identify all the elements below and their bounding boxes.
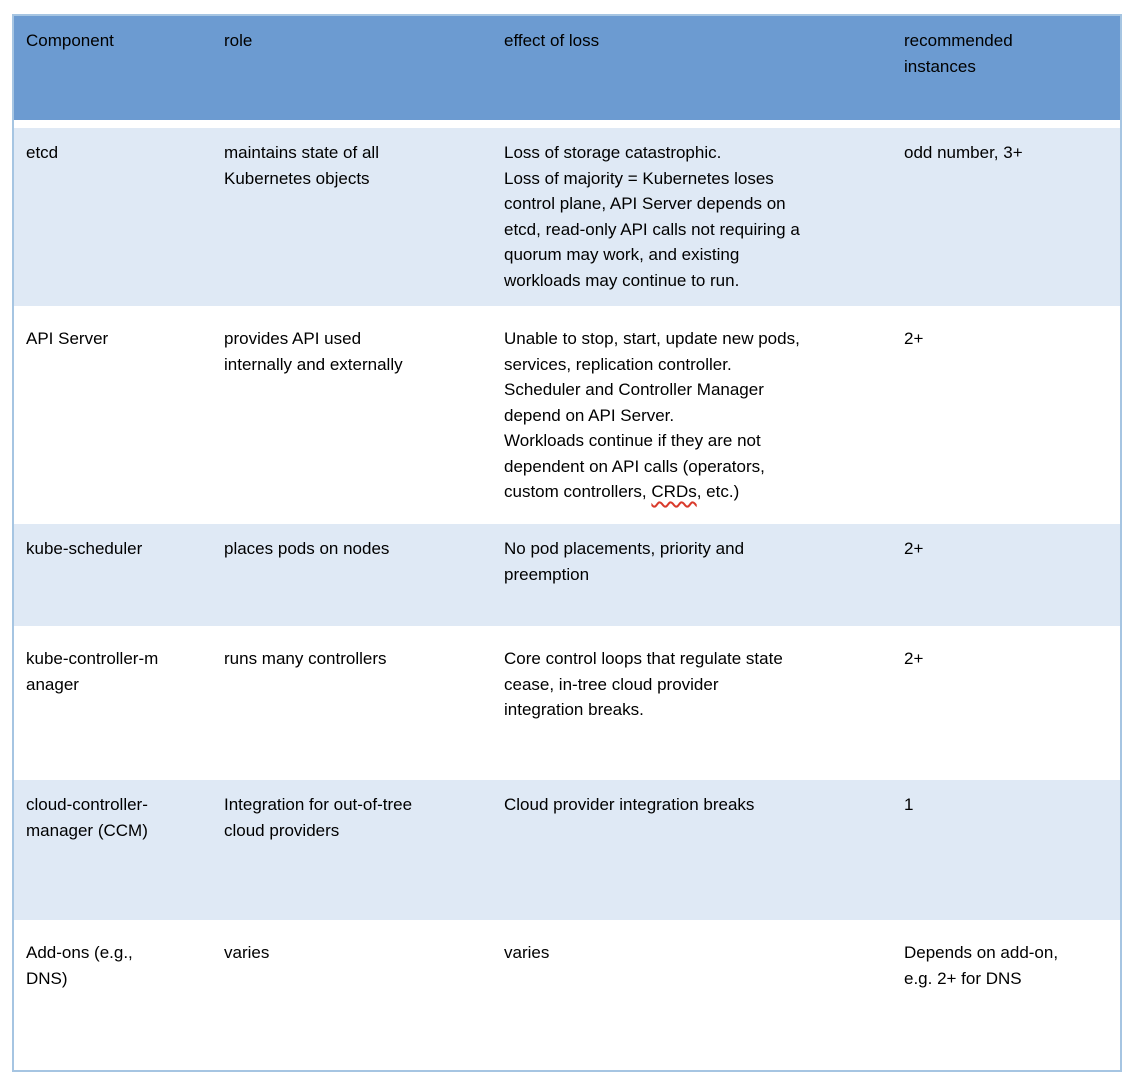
- text-line: Workloads continue if they are not: [504, 431, 761, 450]
- text-line: effect of loss: [504, 31, 600, 50]
- text-line: control plane, API Server depends on: [504, 194, 786, 213]
- text-line: 2+: [904, 649, 924, 668]
- cell-effect-of-loss: [492, 314, 892, 516]
- table-row-etcd: [14, 128, 1120, 306]
- text-segment: , etc.): [696, 482, 740, 501]
- text-line: Integration for out-of-tree: [224, 795, 413, 814]
- cell-recommended-instances: [892, 314, 1120, 516]
- text-line: preemption: [504, 564, 590, 584]
- cell-effect-of-loss: [492, 634, 892, 772]
- cell-effect-of-loss: [492, 928, 892, 1070]
- text-line: depend on API Server.: [504, 405, 675, 425]
- text-line: odd number, 3+: [904, 143, 1023, 162]
- header-cell-effect-of-loss: [492, 16, 892, 120]
- spellcheck-underlined-word: CRDs: [651, 482, 697, 501]
- cell-component: [14, 128, 212, 306]
- text-line: anager: [26, 674, 79, 694]
- cell-recommended-instances: [892, 780, 1120, 920]
- header-cell-role: [212, 16, 492, 120]
- text-line: integration breaks.: [504, 700, 644, 719]
- text-line: kube-controller-m: [26, 649, 159, 668]
- text-line: Loss of majority = Kubernetes loses: [504, 168, 774, 188]
- text-line: internally and externally: [224, 354, 403, 374]
- text-line: varies: [504, 943, 550, 962]
- cell-recommended-instances: [892, 524, 1120, 626]
- cell-role: [212, 634, 492, 772]
- text-line: services, replication controller.: [504, 354, 732, 374]
- text-line: maintains state of all: [224, 143, 379, 162]
- text-line: workloads may continue to run.: [504, 270, 740, 290]
- table-row-api-server: [14, 314, 1120, 516]
- text-line: provides API used: [224, 329, 362, 348]
- cell-component: [14, 524, 212, 626]
- text-line: recommended: [904, 31, 1013, 50]
- text-line: runs many controllers: [224, 649, 387, 668]
- cell-role: [212, 928, 492, 1070]
- table-header-row: [14, 16, 1120, 120]
- cell-effect-of-loss: [492, 780, 892, 920]
- text-line: etcd, read-only API calls not requiring a: [504, 219, 800, 239]
- text-line: Cloud provider integration breaks: [504, 795, 755, 814]
- text-line: role: [224, 31, 253, 50]
- cell-recommended-instances: [892, 928, 1120, 1070]
- cell-recommended-instances: [892, 128, 1120, 306]
- table-row-kube-scheduler: [14, 524, 1120, 626]
- text-line: cloud providers: [224, 820, 340, 840]
- cell-component: [14, 780, 212, 920]
- cell-effect-of-loss: [492, 524, 892, 626]
- text-line: Scheduler and Controller Manager: [504, 380, 764, 399]
- text-line: cease, in-tree cloud provider: [504, 674, 719, 694]
- text-line: 2+: [904, 329, 924, 348]
- text-line: 1: [904, 795, 914, 814]
- text-line: manager (CCM): [26, 820, 148, 840]
- text-line: places pods on nodes: [224, 539, 390, 558]
- component-table: [12, 14, 1122, 1072]
- cell-role: [212, 780, 492, 920]
- text-line: Kubernetes objects: [224, 168, 370, 188]
- text-line: Add-ons (e.g.,: [26, 943, 133, 962]
- text-line: API Server: [26, 329, 109, 348]
- text-line-with-spellcheck: [504, 479, 882, 505]
- cell-component: [14, 928, 212, 1070]
- text-line: DNS): [26, 968, 68, 988]
- text-line: Component: [26, 31, 114, 50]
- cell-role: [212, 128, 492, 306]
- text-line: varies: [224, 943, 270, 962]
- table-row-kube-controller-manager: [14, 634, 1120, 772]
- text-line: etcd: [26, 143, 59, 162]
- table-row-add-ons: [14, 928, 1120, 1070]
- text-line: Loss of storage catastrophic.: [504, 143, 722, 162]
- text-line: dependent on API calls (operators,: [504, 456, 765, 476]
- header-cell-component: [14, 16, 212, 120]
- text-line: 2+: [904, 539, 924, 558]
- text-line: kube-scheduler: [26, 539, 143, 558]
- text-line: No pod placements, priority and: [504, 539, 745, 558]
- text-line: Unable to stop, start, update new pods,: [504, 329, 800, 348]
- cell-effect-of-loss: [492, 128, 892, 306]
- cell-component: [14, 314, 212, 516]
- cell-role: [212, 314, 492, 516]
- text-line: quorum may work, and existing: [504, 245, 740, 264]
- table-row-cloud-controller-manager: [14, 780, 1120, 920]
- text-line: e.g. 2+ for DNS: [904, 968, 1022, 988]
- text-line: Core control loops that regulate state: [504, 649, 783, 668]
- text-segment: custom controllers,: [504, 482, 652, 501]
- text-line: cloud-controller-: [26, 795, 148, 814]
- header-cell-recommended-instances: [892, 16, 1120, 120]
- text-line: instances: [904, 56, 976, 76]
- text-line: Depends on add-on,: [904, 943, 1059, 962]
- cell-component: [14, 634, 212, 772]
- cell-recommended-instances: [892, 634, 1120, 772]
- cell-role: [212, 524, 492, 626]
